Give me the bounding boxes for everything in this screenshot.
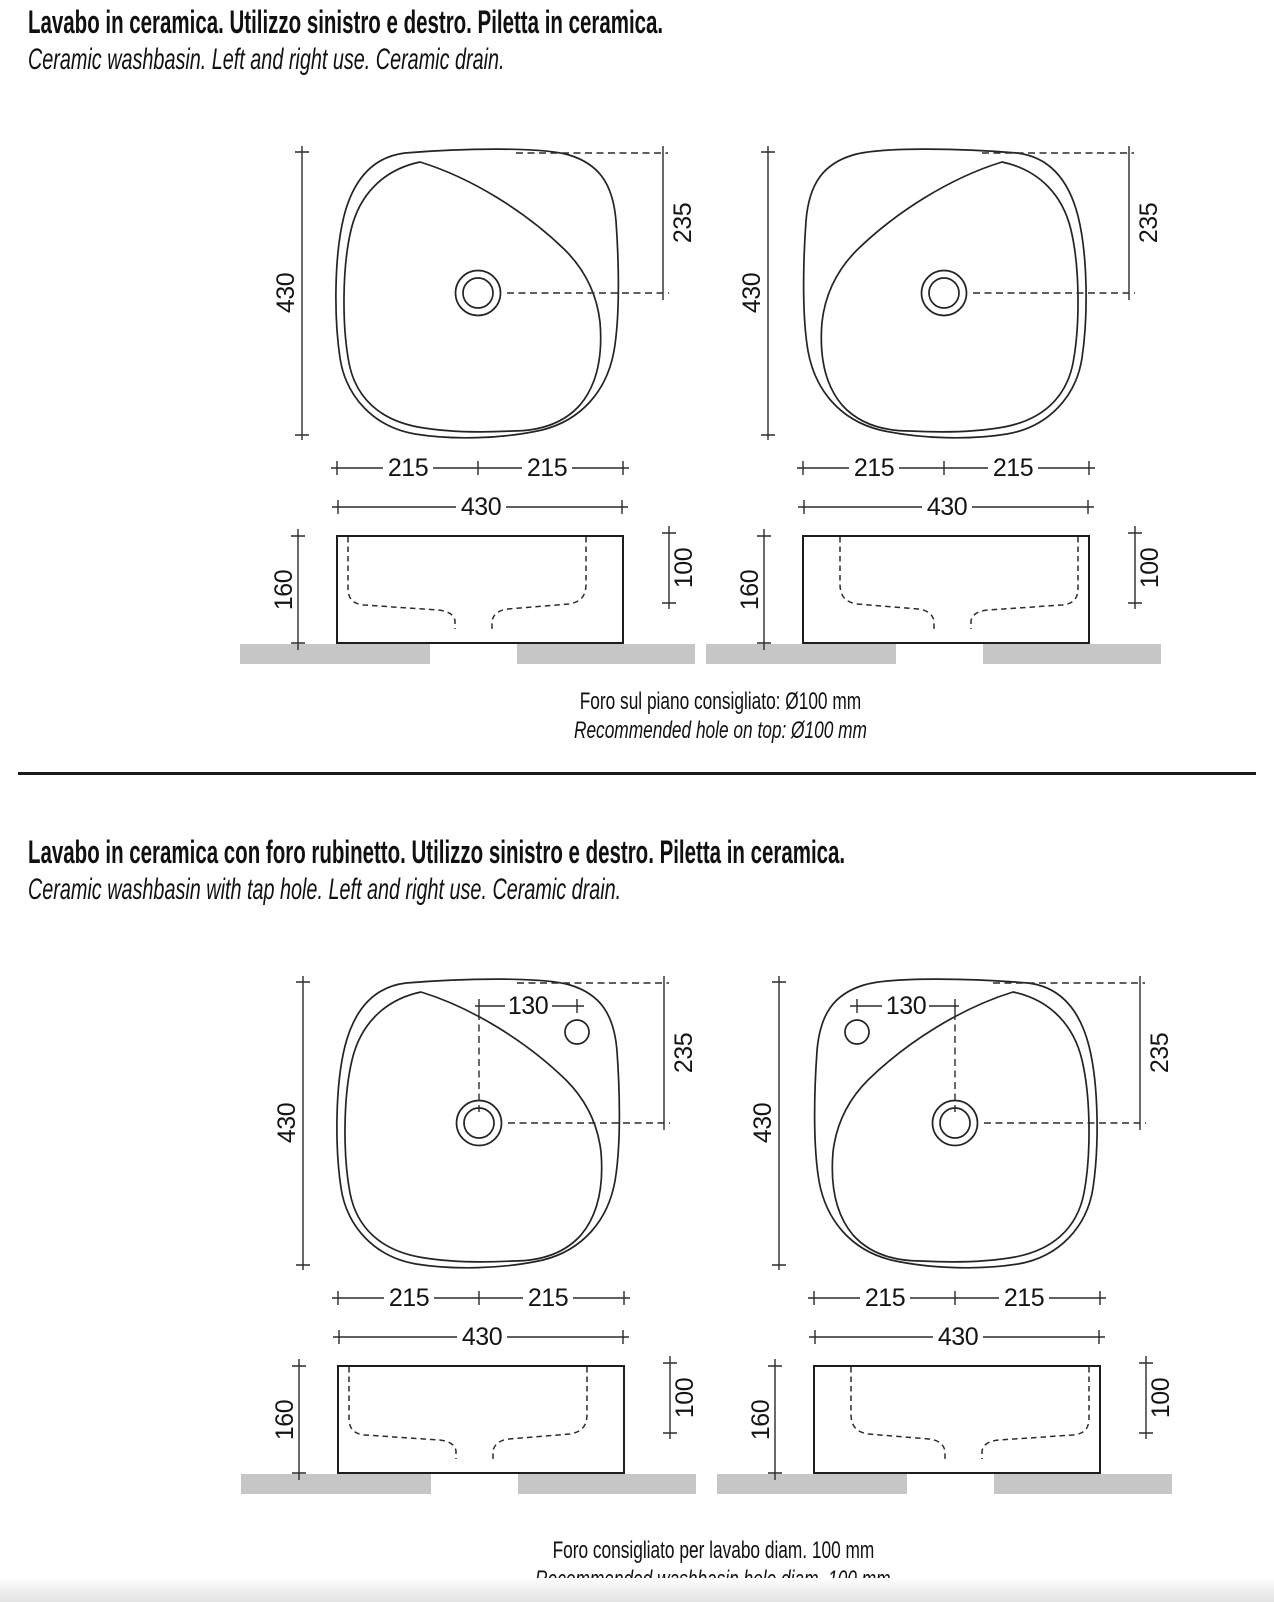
dim-half-right: 215 xyxy=(526,454,568,482)
dim-total-height: 430 xyxy=(272,272,300,314)
section2-title-english: Ceramic washbasin with tap hole. Left and right use. Ceramic drain. xyxy=(28,873,622,906)
dim-total-width: 430 xyxy=(937,1323,979,1351)
vertical-dims xyxy=(295,146,669,440)
dim-total-width: 430 xyxy=(461,1323,503,1351)
dim-half-right: 215 xyxy=(527,1284,569,1312)
countertop xyxy=(706,644,1161,664)
cavity-profile-mirrored xyxy=(851,1367,1089,1459)
section-divider xyxy=(18,772,1256,775)
countertop xyxy=(240,644,695,664)
section2-drawing-right xyxy=(727,968,1187,1508)
cavity-profile xyxy=(349,1367,587,1459)
dim-basin-depth: 100 xyxy=(1136,547,1164,589)
countertop xyxy=(717,1474,1172,1494)
dim-half-right: 215 xyxy=(992,454,1034,482)
dim-tap-offset: 130 xyxy=(885,992,927,1020)
section1-note xyxy=(420,687,1020,745)
dim-tap-offset: 130 xyxy=(507,992,549,1020)
dim-half-left: 215 xyxy=(853,454,895,482)
dim-drain-offset: 235 xyxy=(669,202,697,244)
dim-half-left: 215 xyxy=(387,454,429,482)
section1-drawing-right xyxy=(716,138,1176,678)
vertical-dims xyxy=(772,976,1146,1270)
side-view xyxy=(757,526,1142,650)
cavity-profile-mirrored xyxy=(840,537,1078,629)
dim-half-left: 215 xyxy=(388,1284,430,1312)
dim-total-width: 430 xyxy=(460,493,502,521)
dim-total-width: 430 xyxy=(926,493,968,521)
page-bottom-shade xyxy=(0,1578,1274,1602)
vertical-dims xyxy=(761,146,1135,440)
dim-half-left: 215 xyxy=(864,1284,906,1312)
dim-drain-offset: 235 xyxy=(1146,1032,1174,1074)
dim-body-height: 160 xyxy=(747,1399,775,1441)
dim-total-height: 430 xyxy=(738,272,766,314)
dim-total-height: 430 xyxy=(273,1102,301,1144)
vertical-dims xyxy=(296,976,670,1270)
dim-total-height: 430 xyxy=(749,1102,777,1144)
side-view xyxy=(768,1356,1153,1480)
cavity-profile xyxy=(348,537,586,629)
dim-body-height: 160 xyxy=(270,569,298,611)
section1-title-italian: Lavabo in ceramica. Utilizzo sinistro e destro. Piletta in ceramica. xyxy=(28,4,664,40)
section2-drawing-left xyxy=(251,968,711,1508)
dim-drain-offset: 235 xyxy=(670,1032,698,1074)
dim-body-height: 160 xyxy=(271,1399,299,1441)
section1-note-english: Recommended hole on top: Ø100 mm xyxy=(573,717,867,744)
section2-title-italian: Lavabo in ceramica con foro rubinetto. Utilizzo sinistro e destro. Piletta in ceramica. xyxy=(28,834,846,870)
section2-note-italian: Foro consigliato per lavabo diam. 100 mm xyxy=(552,1537,874,1564)
section1-title-english: Ceramic washbasin. Left and right use. Ceramic drain. xyxy=(28,43,505,76)
section1-drawing-left xyxy=(250,138,710,678)
section1-note-italian: Foro sul piano consigliato: Ø100 mm xyxy=(579,688,861,715)
dim-half-right: 215 xyxy=(1003,1284,1045,1312)
dim-basin-depth: 100 xyxy=(670,547,698,589)
dim-drain-offset: 235 xyxy=(1135,202,1163,244)
countertop xyxy=(241,1474,696,1494)
dim-basin-depth: 100 xyxy=(1147,1377,1175,1419)
dim-basin-depth: 100 xyxy=(671,1377,699,1419)
dim-body-height: 160 xyxy=(736,569,764,611)
